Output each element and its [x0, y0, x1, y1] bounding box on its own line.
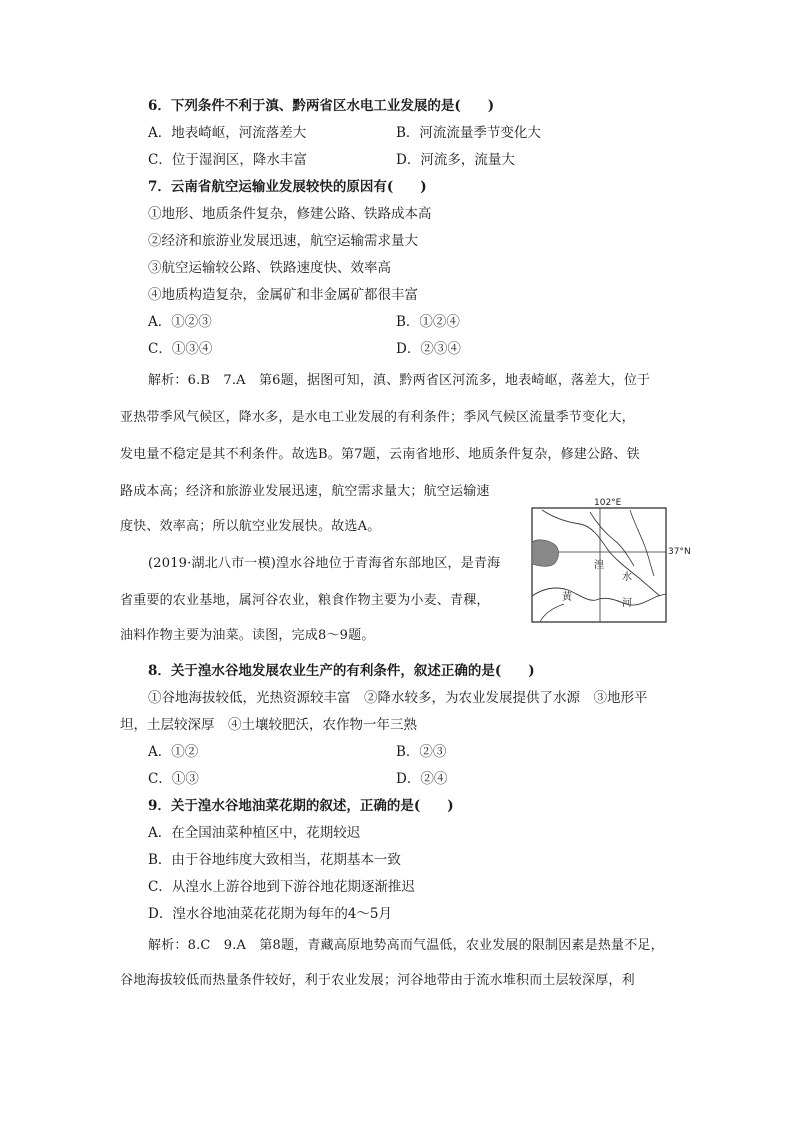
- solution-6-7-line-5: 度快、效率高；所以航空业发展快。故选A。: [120, 519, 381, 534]
- q8-line-2: 坦，土层较深厚 ④土壤较肥沃，农作物一年三熟: [120, 717, 417, 733]
- q7-option-a: A．①②③: [148, 314, 212, 330]
- solution-6-7-line-1: 解析：6.B 7.A 第6题，据图可知，滇、黔两省区河流多，地表崎岖，落差大，位于: [148, 373, 651, 388]
- q8-option-b: B．②③: [396, 744, 447, 760]
- q8-option-c: C．①③: [148, 771, 199, 787]
- q6-option-c: C．位于湿润区，降水丰富: [148, 152, 307, 168]
- q6-option-a: A．地表崎岖，河流落差大: [148, 125, 307, 141]
- q7-item-2: ②经济和旅游业发展迅速，航空运输需求量大: [148, 233, 418, 249]
- q7-option-d: D．②③④: [396, 341, 461, 357]
- q8-line-1: ①谷地海拔较低，光热资源较丰富 ②降水较多，为农业发展提供了水源 ③地形平: [148, 690, 648, 706]
- solution-8-9-line-2: 谷地海拔较低而热量条件较好，利于农业发展；河谷地带由于流水堆积而土层较深厚，利: [120, 973, 635, 988]
- map-label-shui: 水: [622, 572, 632, 583]
- q8-option-d: D．②④: [396, 771, 448, 787]
- q6-option-d: D．河流多，流量大: [396, 152, 515, 168]
- q9-option-a: A．在全国油菜种植区中，花期较迟: [148, 825, 361, 841]
- map-label-huang-river: 黄: [562, 592, 572, 603]
- q7-stem: 7．云南省航空运输业发展较快的原因有( ): [148, 179, 427, 195]
- solution-6-7-line-4: 路成本高；经济和旅游业发展迅速，航空需求量大；航空运输速: [120, 484, 490, 499]
- map-label-he: 河: [622, 598, 632, 609]
- solution-6-7-line-3: 发电量不稳定是其不利条件。故选B。第7题，云南省地形、地质条件复杂，修建公路、铁: [120, 447, 640, 462]
- huangshui-valley-map: [530, 492, 690, 632]
- q9-option-c: C．从湟水上游谷地到下游谷地花期逐渐推迟: [148, 879, 415, 895]
- q7-option-c: C．①③④: [148, 341, 213, 357]
- q9-option-b: B．由于谷地纬度大致相当，花期基本一致: [148, 852, 401, 868]
- intro-line-1: (2019·湖北八市一模)湟水谷地位于青海省东部地区，是青海: [148, 556, 501, 571]
- map-label-huang: 湟: [594, 560, 604, 571]
- q7-item-3: ③航空运输较公路、铁路速度快、效率高: [148, 260, 391, 276]
- solution-8-9-line-1: 解析：8.C 9.A 第8题，青藏高原地势高而气温低，农业发展的限制因素是热量不足，: [148, 938, 664, 953]
- q6-option-b: B．河流流量季节变化大: [396, 125, 541, 141]
- intro-line-2: 省重要的农业基地，属河谷农业，粮食作物主要为小麦、青稞，: [120, 593, 490, 608]
- q7-item-1: ①地形、地质条件复杂，修建公路、铁路成本高: [148, 206, 432, 222]
- q8-stem: 8．关于湟水谷地发展农业生产的有利条件，叙述正确的是( ): [148, 663, 535, 679]
- q7-item-4: ④地质构造复杂，金属矿和非金属矿都很丰富: [148, 287, 418, 303]
- q9-stem: 9．关于湟水谷地油菜花期的叙述，正确的是( ): [148, 798, 454, 814]
- q8-option-a: A．①②: [148, 744, 199, 760]
- intro-line-3: 油料作物主要为油菜。读图，完成8～9题。: [120, 628, 375, 643]
- q7-option-b: B．①②④: [396, 314, 460, 330]
- latitude-label: 37°N: [668, 547, 691, 557]
- longitude-label: 102°E: [594, 498, 622, 508]
- q6-stem: 6．下列条件不利于滇、黔两省区水电工业发展的是( ): [148, 98, 495, 114]
- q9-option-d: D．湟水谷地油菜花花期为每年的4～5月: [148, 906, 393, 922]
- solution-6-7-line-2: 亚热带季风气候区，降水多，是水电工业发展的有利条件；季风气候区流量季节变化大，: [120, 410, 635, 425]
